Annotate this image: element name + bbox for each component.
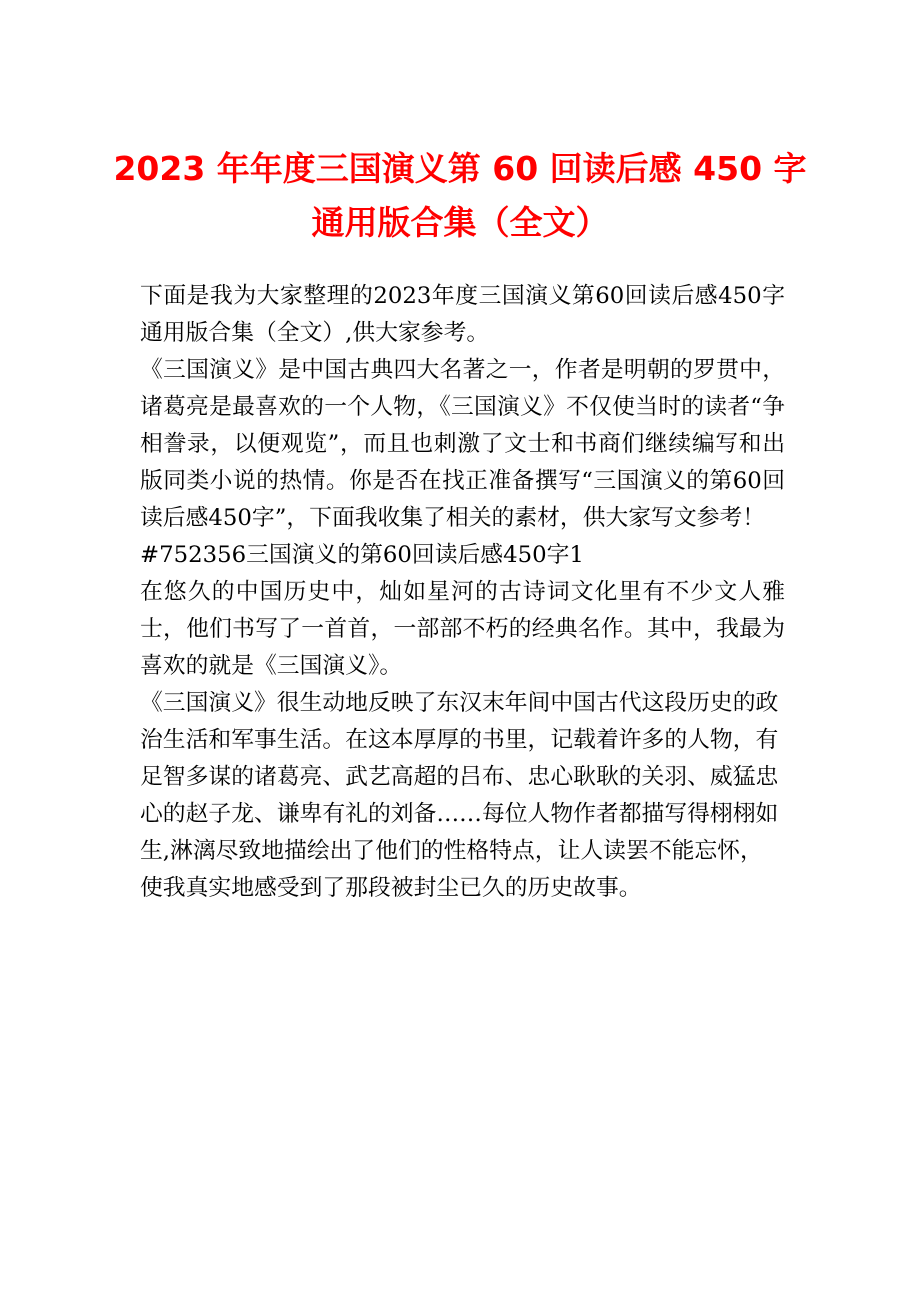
document-title-line-2: 通用版合集（全文） — [311, 203, 609, 242]
background-paragraph: 《三国演义》是中国古典四大名著之一，作者是明朝的罗贯中，诸葛亮是最喜欢的一个人物，《三国演义》不仅使当时的读者“争相誊录，以便观览”，而且也刺激了文士和书商们继续编写和出版同类小说的热情。你是否在找正准备撰写“三国演义的第60回读后感450字”，下面我收集了相关的素材，供大家写文参考！ — [140, 357, 785, 531]
essay-paragraph-1: 在悠久的中国历史中，灿如星河的古诗词文化里有不少文人雅士，他们书写了一首首，一部部不朽的经典名作。其中，我最为喜欢的就是《三国演义》。 — [140, 579, 785, 679]
intro-paragraph: 下面是我为大家整理的2023年度三国演义第60回读后感450字通用版合集（全文）,供大家参考。 — [140, 283, 785, 346]
essay-heading: #752356三国演义的第60回读后感450字1 — [140, 542, 584, 568]
document-title-line-1: 2023 年年度三国演义第 60 回读后感 450 字 — [113, 149, 807, 188]
document-body — [140, 278, 785, 907]
essay-paragraph-2: 《三国演义》很生动地反映了东汉末年间中国古代这段历史的政治生活和军事生活。在这本厚厚的书里，记载着许多的人物，有足智多谋的诸葛亮、武艺高超的吕布、忠心耿耿的关羽、威猛忠心的赵子龙、谦卑有礼的刘备……每位人物作者都描写得栩栩如生,淋漓尽致地描绘出了他们的性格特点，让人读罢不能忘怀，使我真实地感受到了那段被封尘已久的历史故事。 — [140, 690, 779, 901]
